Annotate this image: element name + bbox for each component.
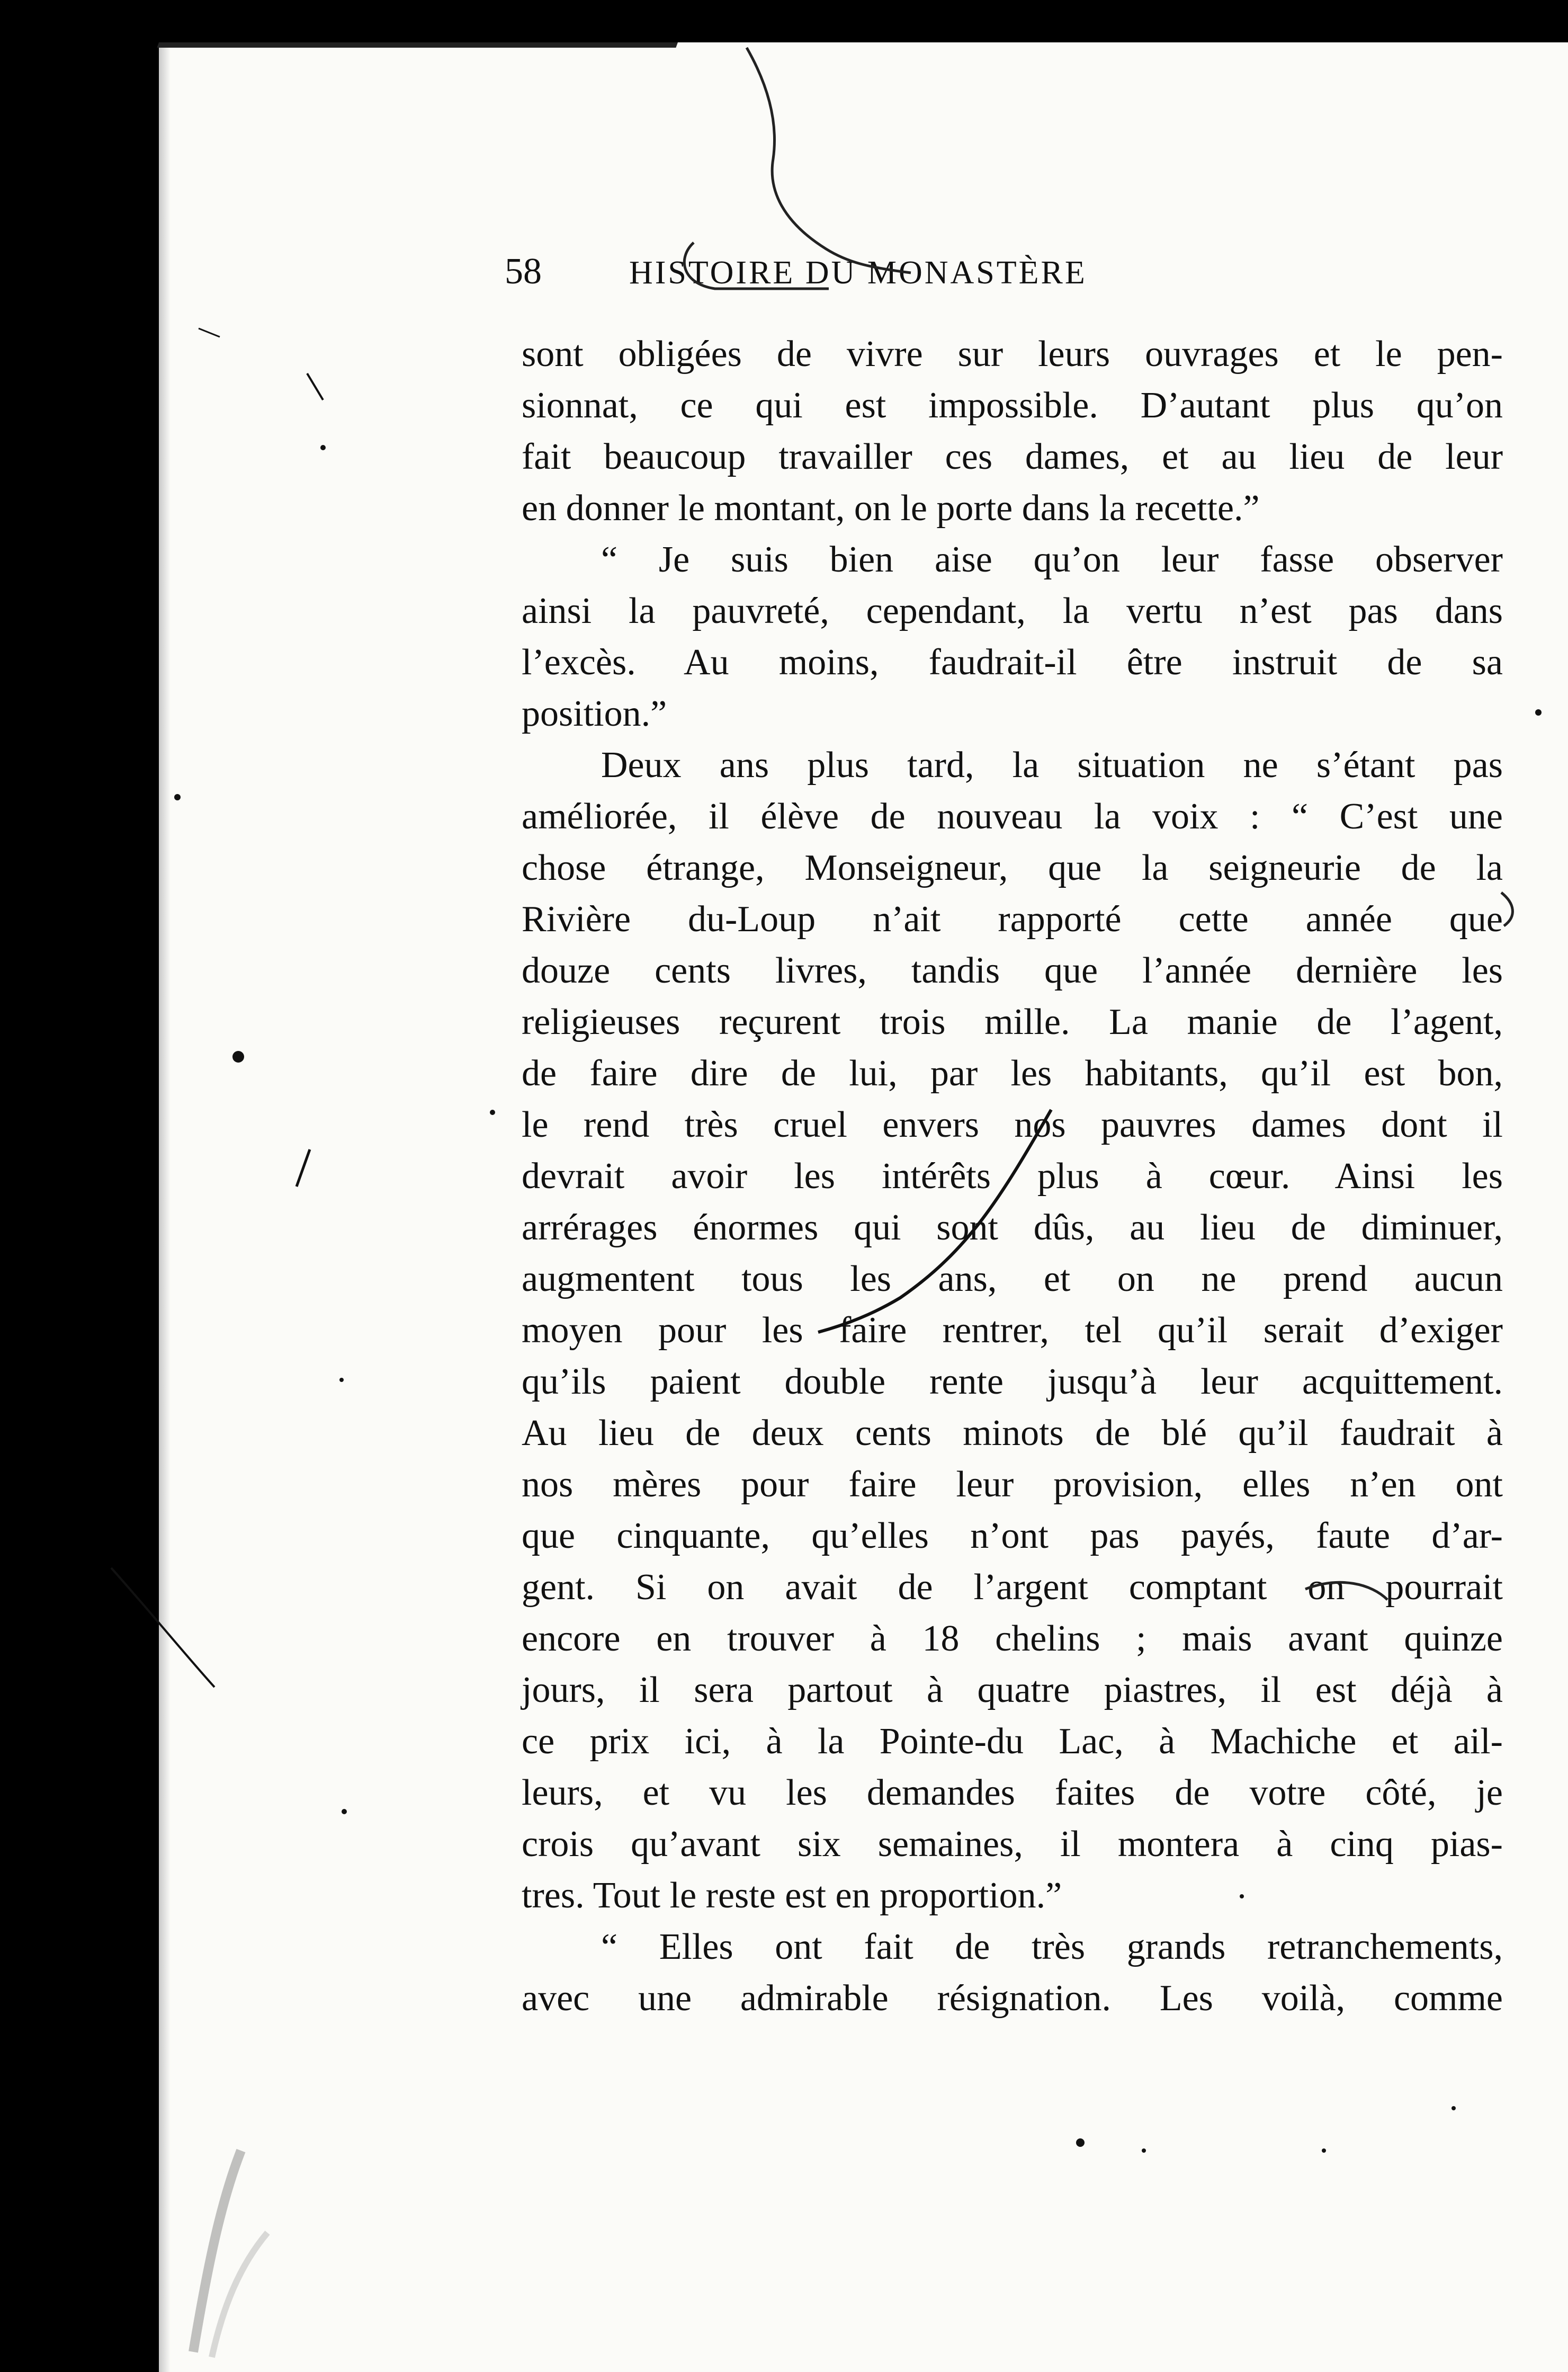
text-line: Au lieu de deux cents minots de blé qu’il faudrait à xyxy=(522,1413,1503,1453)
text-line: tres. Tout le reste est en proportion.” xyxy=(522,1875,1062,1916)
body-text xyxy=(522,328,1503,2024)
text-line: de faire dire de lui, par les habitants, qu’il est bon, xyxy=(522,1053,1503,1094)
text-line: ce prix ici, à la Pointe-du Lac, à Machiche et ail- xyxy=(522,1721,1503,1762)
text-line: chose étrange, Monseigneur, que la seigneurie de la xyxy=(522,848,1503,888)
text-line: religieuses reçurent trois mille. La manie de l’agent, xyxy=(522,1002,1503,1042)
text-line: ainsi la pauvreté, cependant, la vertu n’est pas dans xyxy=(522,591,1503,631)
text-line: encore en trouver à 18 chelins ; mais avant quinze xyxy=(522,1618,1503,1659)
text-line: sionnat, ce qui est impossible. D’autant plus qu’on xyxy=(522,385,1503,426)
text-line: avec une admirable résignation. Les voilà, comme xyxy=(522,1978,1503,2019)
text-line: devrait avoir les intérêts plus à cœur. Ainsi les xyxy=(522,1156,1503,1197)
text-line: améliorée, il élève de nouveau la voix : “ C’est une xyxy=(522,796,1503,837)
text-line: fait beaucoup travailler ces dames, et au lieu de leur xyxy=(522,436,1503,477)
page-left-shadow xyxy=(159,42,171,2372)
text-line: nos mères pour faire leur provision, elles n’en ont xyxy=(522,1464,1503,1505)
text-line: le rend très cruel envers nos pauvres dames dont il xyxy=(522,1104,1503,1145)
text-line: leurs, et vu les demandes faites de votre côté, je xyxy=(522,1772,1503,1813)
text-line: gent. Si on avait de l’argent comptant on pourrait xyxy=(522,1567,1503,1608)
text-line: “ Je suis bien aise qu’on leur fasse observer xyxy=(601,539,1503,580)
text-line: position.” xyxy=(522,693,667,734)
text-line: moyen pour les faire rentrer, tel qu’il serait d’exiger xyxy=(522,1310,1503,1351)
text-line: crois qu’avant six semaines, il montera à cinq pias- xyxy=(522,1824,1503,1865)
text-line: qu’ils paient double rente jusqu’à leur acquittement. xyxy=(522,1361,1503,1402)
text-line: douze cents livres, tandis que l’année dernière les xyxy=(522,950,1503,991)
top-edge-mark xyxy=(157,42,678,48)
page-number: 58 xyxy=(505,251,542,292)
text-line: Deux ans plus tard, la situation ne s’étant pas xyxy=(601,745,1503,786)
text-line: que cinquante, qu’elles n’ont pas payés, faute d’ar- xyxy=(522,1515,1503,1556)
text-line: jours, il sera partout à quatre piastres, il est déjà à xyxy=(522,1670,1503,1710)
text-line: Rivière du-Loup n’ait rapporté cette année que xyxy=(522,899,1503,940)
text-line: en donner le montant, on le porte dans la recette.” xyxy=(522,488,1260,529)
text-line: “ Elles ont fait de très grands retranchements, xyxy=(601,1927,1503,1967)
text-line: sont obligées de vivre sur leurs ouvrages et le pen- xyxy=(522,334,1503,374)
text-line: l’excès. Au moins, faudrait-il être instruit de sa xyxy=(522,642,1503,683)
running-head xyxy=(505,243,1273,301)
text-line: augmentent tous les ans, et on ne prend aucun xyxy=(522,1259,1503,1299)
text-line: arrérages énormes qui sont dûs, au lieu de diminuer, xyxy=(522,1207,1503,1248)
running-title: HISTOIRE DU MONASTÈRE xyxy=(629,255,1087,291)
